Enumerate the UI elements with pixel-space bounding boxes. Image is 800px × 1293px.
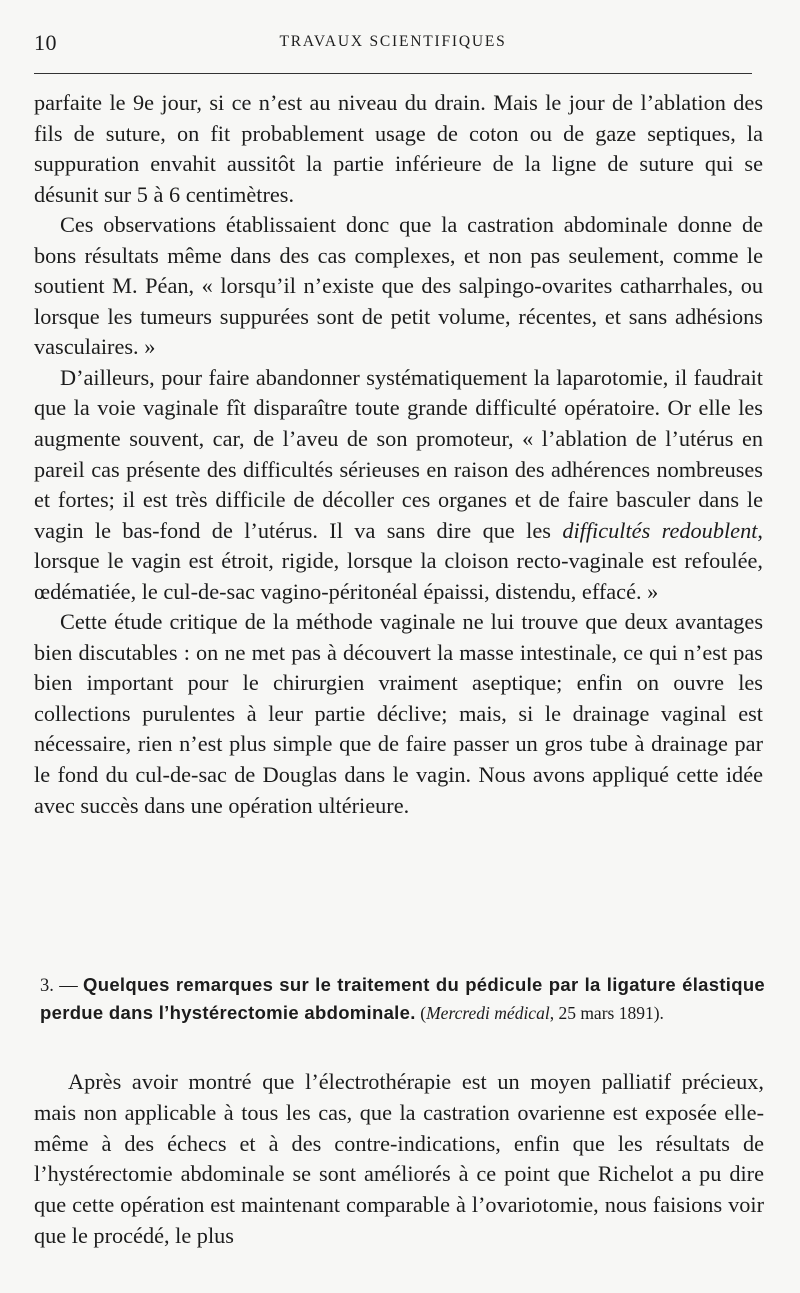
body-text: [34, 88, 763, 821]
running-head: TRAVAUX SCIENTIFIQUES: [279, 33, 507, 50]
source-date: , 25 mars 1891).: [549, 1002, 664, 1023]
paragraph-emphasis: difficultés redoublent: [562, 517, 758, 543]
section-title: Quelques remarques sur le traitement du pédicule par la ligature élastique perdue dans l’hystérectomie abdominale.: [40, 974, 766, 1023]
section-body: [34, 1067, 764, 1252]
section-heading: [40, 972, 765, 1027]
paragraph: Ces observations établissaient donc que la castration abdominale donne de bons résultats même dans des cas complexes, et non pas seulement, comme le soutient M. Péan, « lorsqu’il n’existe que des salpingo-ovarites catharrhales, ou lorsque les tumeurs suppurées sont de petit volume, récentes, et sans adhésions vasculaires. »: [34, 212, 763, 360]
source-journal: Mercredi médical: [426, 1002, 550, 1023]
section-source: [420, 1003, 664, 1023]
header-rule: [34, 73, 752, 74]
page-header: [34, 30, 752, 54]
source-open: (: [420, 1002, 427, 1023]
section-number: 3. —: [40, 976, 78, 996]
page-number: 10: [34, 30, 57, 55]
paragraph-text: D’ailleurs, pour faire abandonner systématiquement la laparotomie, il faudrait que la voie vaginale fît disparaître toute grande difficulté opératoire. Or elle les augmente souvent, car, de l’aveu de son promoteur, « l’ablation de l’utérus en pareil cas présente des difficultés sérieuses en raison des adhérences nombreuses et fortes; il est très difficile de décoller ces organes et de faire basculer dans le vagin le bas-fond de l’utérus. Il va sans dire que les: [34, 364, 763, 543]
paragraph: Cette étude critique de la méthode vaginale ne lui trouve que deux avantages bien discutables : on ne met pas à découvert la masse intestinale, ce qui n’est pas bien important pour le chirurgien vraiment aseptique; enfin on ouvre les collections purulentes à leur partie déclive; mais, si le drainage vaginal est nécessaire, rien n’est plus simple que de faire passer un gros tube à drainage par le fond du cul-de-sac de Douglas dans le vagin. Nous avons appliqué cette idée avec succès dans une opération ultérieure.: [34, 609, 763, 818]
paragraph-text: , lorsque le vagin est étroit, rigide, lorsque la cloison recto-vaginale est refoulée, œdématiée, le cul-de-sac vagino-péritonéal épaissi, distendu, effacé. »: [34, 517, 763, 604]
paragraph: parfaite le 9e jour, si ce n’est au niveau du drain. Mais le jour de l’ablation des fils de suture, on fit probablement usage de coton ou de gaze septiques, la suppuration envahit aussitôt la partie inférieure de la ligne de suture qui se désunit sur 5 à 6 centimètres.: [34, 90, 763, 207]
paragraph: Après avoir montré que l’électrothérapie est un moyen palliatif précieux, mais non applicable à tous les cas, que la castration ovarienne est exposée elle-même à des échecs et à des contre-indications, enfin que les résultats de l’hystérectomie abdominale se sont améliorés à ce point que Richelot a pu dire que cette opération est maintenant comparable à l’ovariotomie, nous faisions voir que le procédé, le plus: [34, 1069, 764, 1248]
paragraph: [34, 363, 763, 607]
